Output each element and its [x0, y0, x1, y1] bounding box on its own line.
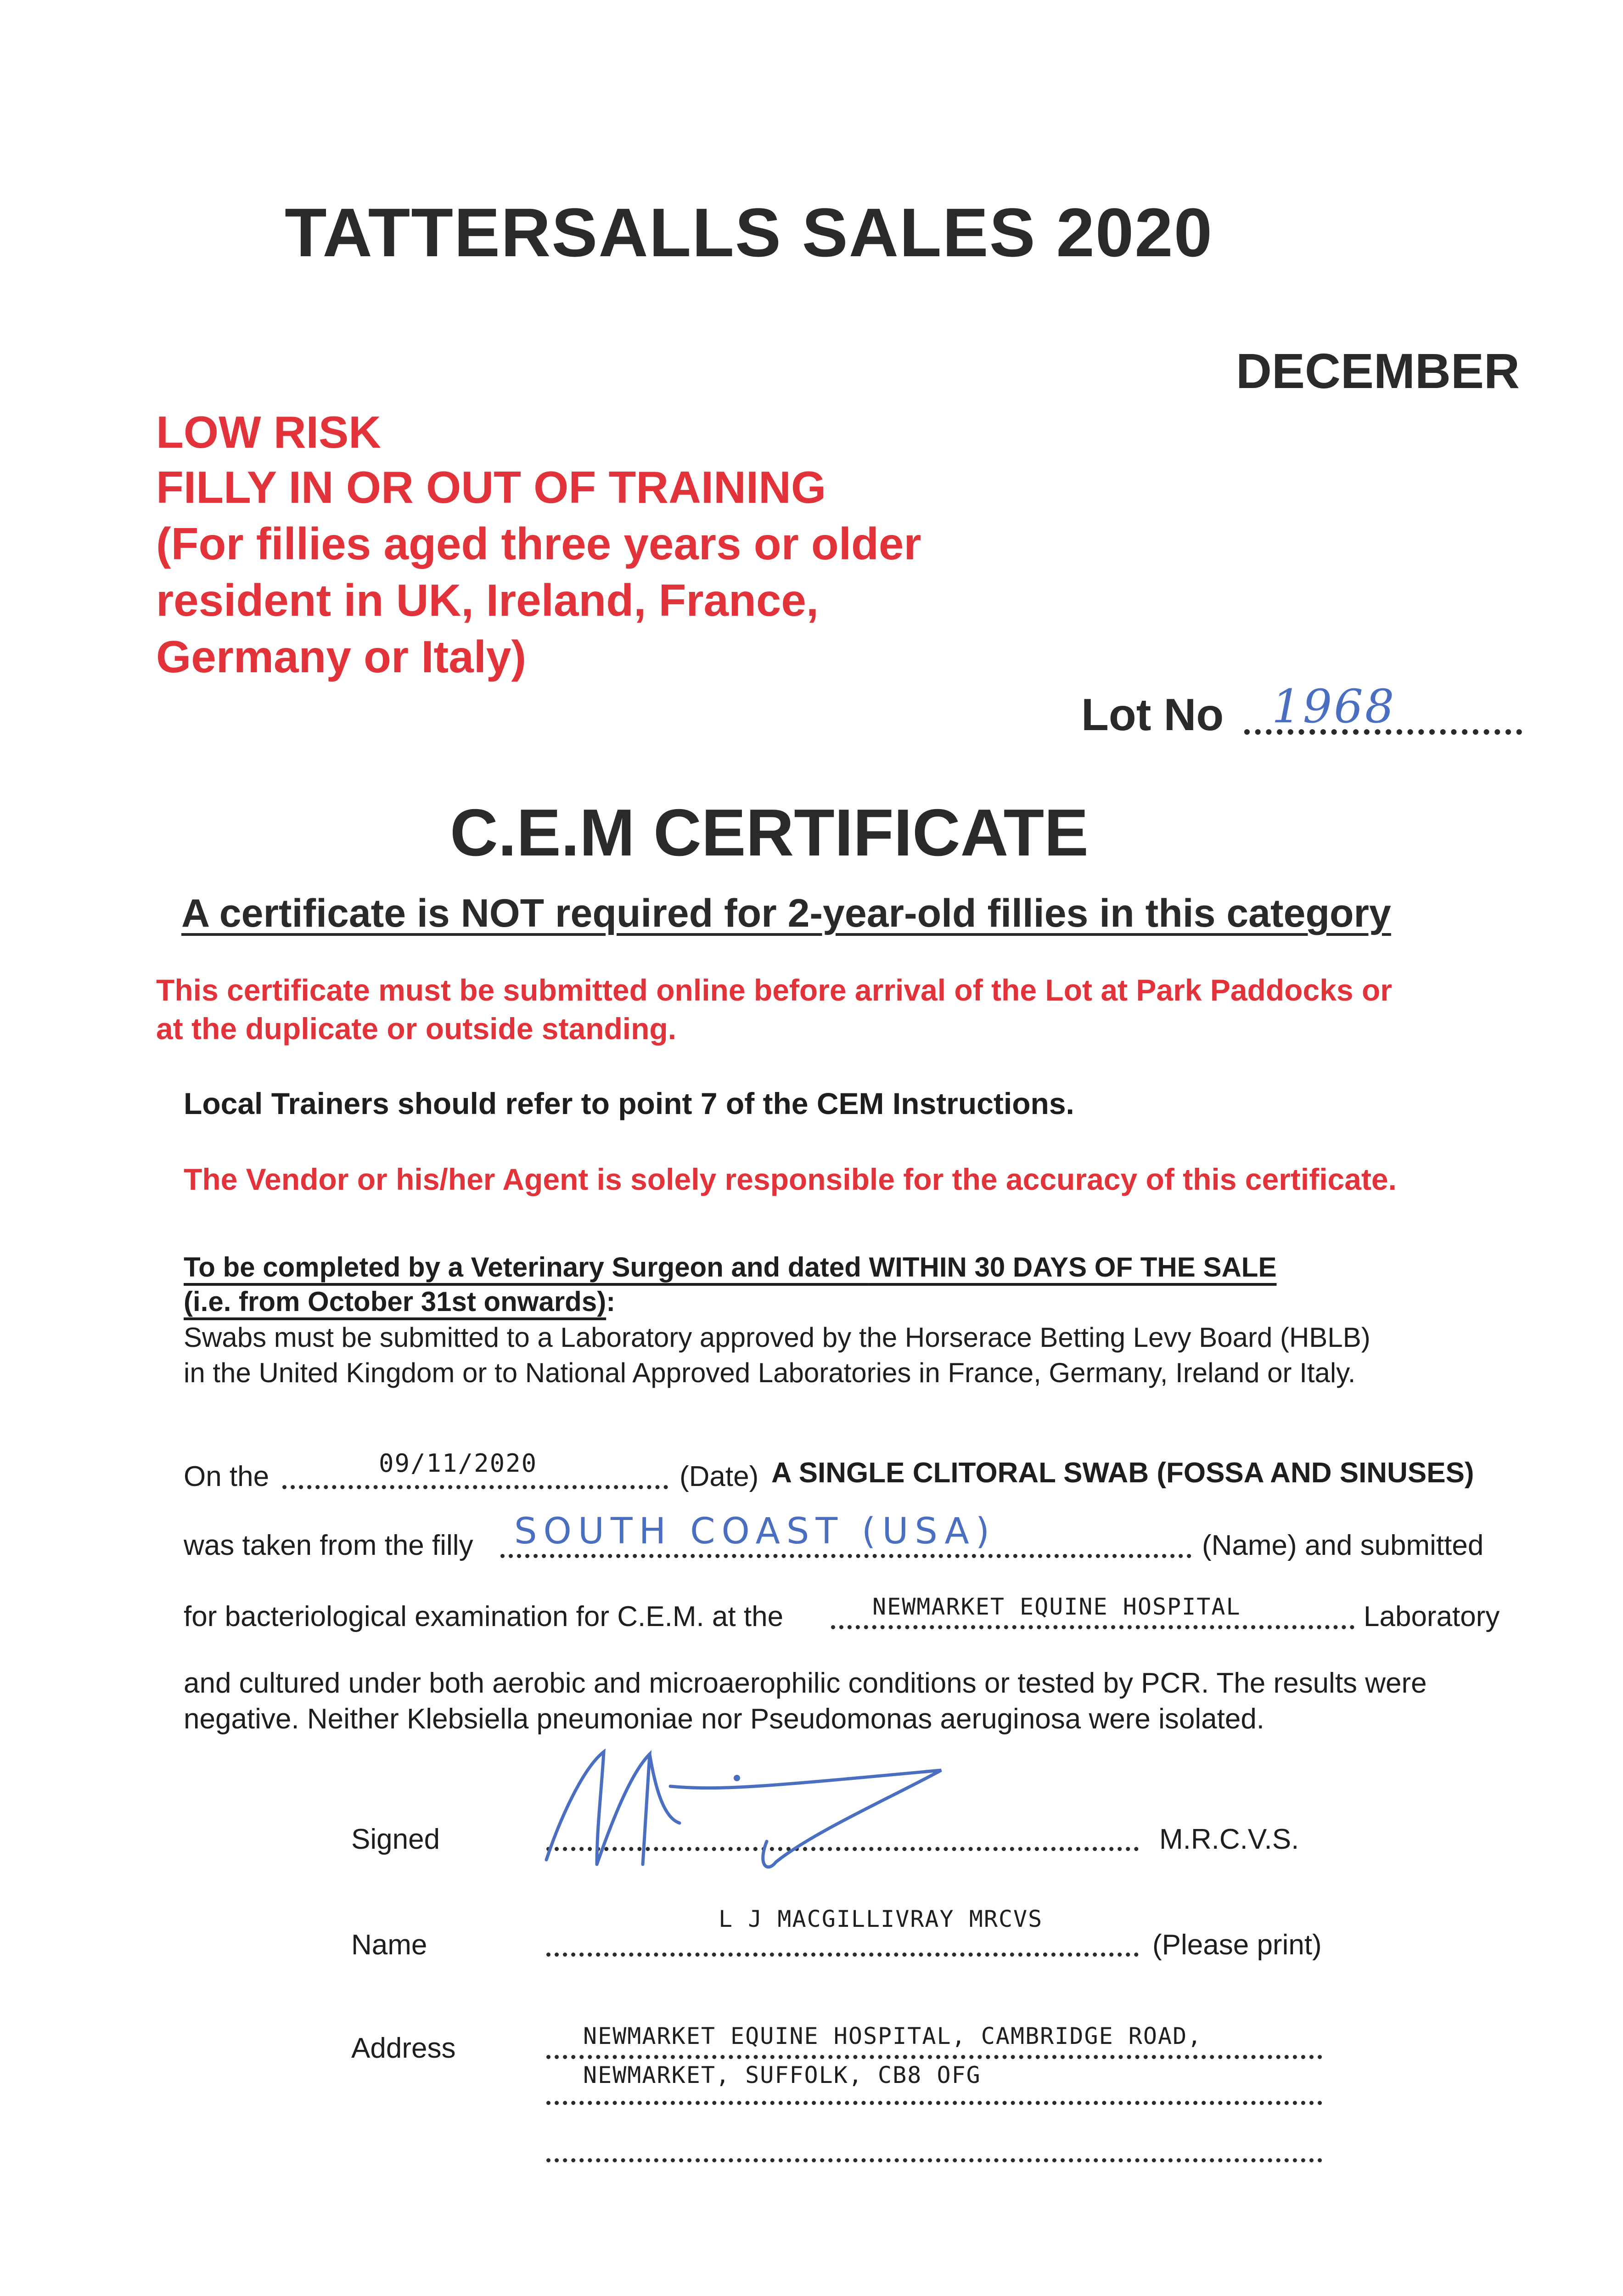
lot-label: Lot No	[1081, 689, 1224, 740]
address-dotted-line-2	[546, 2101, 1322, 2105]
date-label: (Date)	[680, 1461, 759, 1492]
taken-from-label: was taken from the filly	[184, 1530, 473, 1561]
vet-heading-colon: :	[606, 1286, 616, 1317]
vet-heading-underlined: To be completed by a Veterinary Surgeon and dated	[184, 1252, 869, 1283]
local-trainers-note: Local Trainers should refer to point 7 of the CEM Instructions.	[184, 1086, 1074, 1120]
address-line1-value: NEWMARKET EQUINE HOSPITAL, CAMBRIDGE ROAD,	[583, 2023, 1202, 2049]
vet-heading-deadline: WITHIN 30 DAYS OF THE SALE	[869, 1252, 1277, 1283]
vendor-responsibility: The Vendor or his/her Agent is solely responsible for the accuracy of this certificate.	[184, 1162, 1397, 1196]
category-countries: Germany or Italy)	[156, 631, 527, 682]
certificate-title: C.E.M CERTIFICATE	[450, 795, 1089, 870]
vet-heading-line1	[184, 1251, 1276, 1283]
swabs-instruction-line2: in the United Kingdom or to National Approved Laboratories in France, Germany, Ireland or Italy.	[184, 1357, 1356, 1388]
swabs-instruction-line1: Swabs must be submitted to a Laboratory approved by the Horserace Betting Levy Board (HBLB)	[184, 1322, 1370, 1353]
category-risk: LOW RISK	[156, 407, 381, 457]
examination-text: for bacteriological examination for C.E.M. at the	[184, 1601, 784, 1632]
lab-name-value: NEWMARKET EQUINE HOSPITAL	[872, 1593, 1241, 1620]
lab-dotted-line	[831, 1625, 1354, 1629]
vet-heading-line2	[184, 1286, 615, 1317]
online-notice-line2: at the duplicate or outside standing.	[156, 1012, 677, 1046]
swab-description: A SINGLE CLITORAL SWAB (FOSSA AND SINUSES)	[771, 1457, 1474, 1489]
name-label: Name	[351, 1929, 427, 1961]
category-age: (For fillies aged three years or older	[156, 518, 921, 569]
name-dotted-line	[546, 1953, 1139, 1957]
cultured-statement-line1: and cultured under both aerobic and microaerophilic conditions or tested by PCR. The results were	[184, 1667, 1427, 1699]
name-submitted-label: (Name) and submitted	[1202, 1530, 1484, 1561]
filly-name-handwritten: SOUTH COAST (USA)	[514, 1511, 996, 1552]
cultured-statement-line2: negative. Neither Klebsiella pneumoniae nor Pseudomonas aeruginosa were isolated.	[184, 1703, 1265, 1735]
page-title: TATTERSALLS SALES 2020	[285, 194, 1213, 271]
category-filly: FILLY IN OR OUT OF TRAINING	[156, 462, 826, 512]
certificate-subtitle: A certificate is NOT required for 2-year-old fillies in this category	[181, 891, 1391, 935]
date-dotted-line	[282, 1485, 668, 1489]
address-line2-value: NEWMARKET, SUFFOLK, CB8 OFG	[583, 2062, 981, 2088]
laboratory-label: Laboratory	[1364, 1601, 1500, 1632]
signed-label: Signed	[351, 1823, 440, 1855]
signature-mark	[528, 1727, 969, 1878]
address-label: Address	[351, 2032, 456, 2064]
address-dotted-line-1	[546, 2055, 1322, 2059]
online-notice-line1: This certificate must be submitted online before arrival of the Lot at Park Paddocks or	[156, 973, 1392, 1007]
mrcvs-label: M.R.C.V.S.	[1159, 1823, 1299, 1855]
category-resident: resident in UK, Ireland, France,	[156, 575, 819, 625]
sale-month: DECEMBER	[1236, 343, 1520, 399]
please-print-label: (Please print)	[1152, 1929, 1322, 1961]
vet-heading-date-range: (i.e. from October 31st onwards)	[184, 1286, 607, 1317]
vet-name-value: L J MACGILLIVRAY MRCVS	[719, 1906, 1043, 1932]
address-dotted-line-3	[546, 2158, 1322, 2162]
date-field-value: 09/11/2020	[379, 1449, 538, 1478]
filly-dotted-line	[500, 1554, 1191, 1558]
on-the-label: On the	[184, 1461, 270, 1492]
lot-number-handwritten: 1968	[1272, 680, 1396, 733]
